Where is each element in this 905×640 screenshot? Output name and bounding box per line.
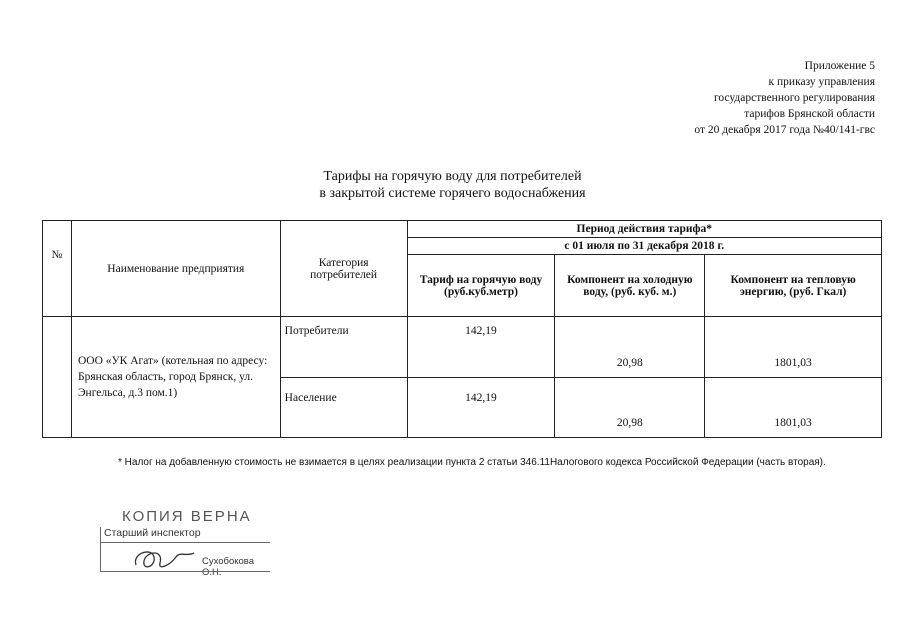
header-company: Наименование предприятия: [71, 221, 280, 317]
stamp-role: Старший инспектор: [104, 527, 201, 539]
header-thermal-energy-component: Компонент на тепловую энергию, (руб. Гкал): [705, 255, 882, 317]
row-tariff: 142,19: [407, 317, 555, 377]
title-line-2: в закрытой системе горячего водоснабжения: [319, 186, 586, 201]
appendix-line: государственного регулирования: [713, 92, 875, 104]
stamp-border: [100, 527, 101, 571]
document-title: [0, 168, 905, 202]
copy-stamp: [100, 505, 270, 578]
row-thermal: 1801,03: [705, 377, 882, 437]
vat-footnote: * Налог на добавленную стоимость не взимается в целях реализации пункта 2 статьи 346.11Налогового кодекса Российской Федерации (часть вторая).: [118, 457, 826, 468]
appendix-line: от 20 декабря 2017 года №40/141-гвс: [694, 124, 875, 136]
header-tariff-hot-water: Тариф на горячую воду (руб.куб.метр): [407, 255, 555, 317]
table-row: [43, 317, 882, 377]
signature-icon: [130, 543, 200, 573]
row-category: Потребители: [280, 317, 407, 377]
header-number: №: [43, 221, 72, 317]
row-cold: 20,98: [555, 317, 705, 377]
row-thermal: 1801,03: [705, 317, 882, 377]
title-line-1: Тарифы на горячую воду для потребителей: [323, 169, 582, 184]
stamp-title: КОПИЯ ВЕРНА: [122, 508, 252, 525]
row-tariff: 142,19: [407, 377, 555, 437]
stamp-divider: [100, 571, 270, 572]
appendix-line: Приложение 5: [804, 60, 875, 72]
tariff-table: [42, 220, 882, 438]
header-period-dates: с 01 июля по 31 декабря 2018 г.: [407, 238, 881, 255]
company-name: ООО «УК Агат» (котельная по адресу: Брянская область, город Брянск, ул. Энгельса, д.3 пом.1): [71, 317, 280, 438]
header-category: Категория потребителей: [280, 221, 407, 317]
header-cold-water-component: Компонент на холодную воду, (руб. куб. м.): [555, 255, 705, 317]
appendix-line: к приказу управления: [768, 76, 875, 88]
row-number: [43, 317, 72, 438]
appendix-header: [694, 58, 875, 138]
stamp-name: Сухобокова О.Н.: [202, 556, 255, 578]
row-cold: 20,98: [555, 377, 705, 437]
row-category: Население: [280, 377, 407, 437]
appendix-line: тарифов Брянской области: [744, 108, 875, 120]
header-period-title: Период действия тарифа*: [407, 221, 881, 238]
